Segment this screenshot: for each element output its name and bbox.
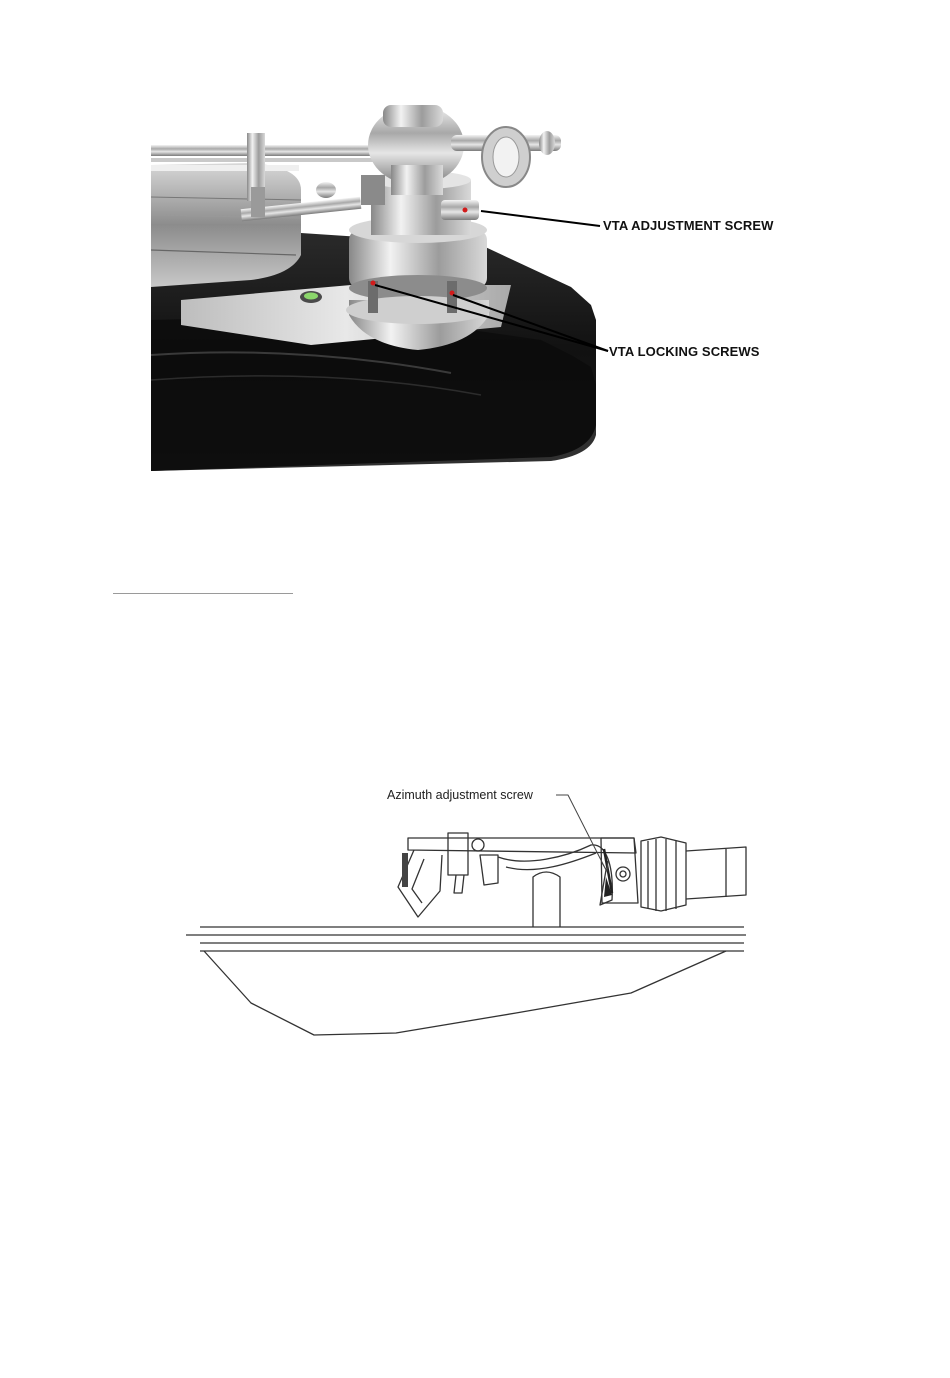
vta-adjustment-screw-label: VTA ADJUSTMENT SCREW: [603, 218, 774, 233]
vta-locking-screws-label: VTA LOCKING SCREWS: [609, 344, 760, 359]
tonearm-vta-photo: [151, 105, 780, 471]
spindle: [533, 872, 560, 927]
azimuth-screw: [616, 867, 630, 881]
vta-adjustment-screw: [463, 208, 468, 213]
footnote-separator: [113, 593, 293, 594]
arm-tube: [151, 145, 391, 156]
azimuth-adjustment-screw-label: Azimuth adjustment screw: [387, 788, 533, 802]
platter: [151, 163, 301, 287]
azimuth-line-drawing: [186, 775, 751, 1050]
vta-locking-screw-left: [371, 281, 376, 286]
